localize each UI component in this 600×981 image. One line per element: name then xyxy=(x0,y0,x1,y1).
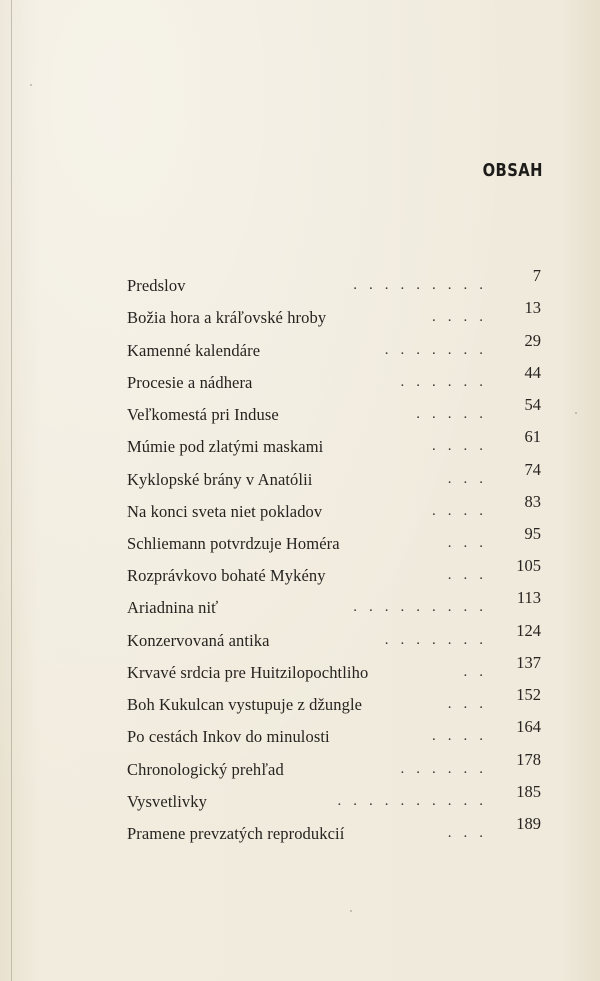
dot-leader: ... xyxy=(447,471,495,487)
toc-entry-title: Ariadnina niť xyxy=(127,598,219,617)
dot-leader: ......... xyxy=(353,277,495,293)
toc-entry-title: Kyklopské brány v Anatólii xyxy=(127,470,313,489)
toc-entry xyxy=(127,653,541,683)
toc-entry-page: 105 xyxy=(516,556,541,575)
dot-leader: ...... xyxy=(400,374,495,390)
toc-entry-page: 13 xyxy=(524,298,541,317)
dot-leader: .. xyxy=(463,664,495,680)
toc-entry-page: 189 xyxy=(516,814,541,833)
toc-entry xyxy=(127,782,541,812)
toc-entry-title: Na konci sveta niet pokladov xyxy=(127,502,323,521)
toc-entry-page: 7 xyxy=(532,266,541,285)
dot-leader: ... xyxy=(447,567,495,583)
toc-entry-title: Chronologický prehľad xyxy=(127,760,284,779)
toc-entry-page: 185 xyxy=(516,782,541,801)
toc-entry xyxy=(127,717,541,747)
toc-entry-page: 124 xyxy=(516,621,541,640)
dot-leader: ...... xyxy=(400,761,495,777)
toc-entry xyxy=(127,685,541,715)
toc-entry-title: Pramene prevzatých reprodukcií xyxy=(127,824,345,843)
toc-entry-title: Po cestách Inkov do minulosti xyxy=(127,727,330,746)
toc-entry-title: Boh Kukulcan vystupuje z džungle xyxy=(127,695,363,714)
toc-entry xyxy=(127,266,541,296)
toc-entry-page: 83 xyxy=(524,492,541,511)
page-title: OBSAH xyxy=(482,160,543,181)
toc-entry-title: Rozprávkovo bohaté Mykény xyxy=(127,566,326,585)
toc-entry-title: Krvavé srdcia pre Huitzilopochtliho xyxy=(127,663,369,682)
toc-entry xyxy=(127,524,541,554)
dot-leader: ....... xyxy=(384,342,495,358)
toc-entry xyxy=(127,460,541,490)
toc-entry xyxy=(127,298,541,328)
dot-leader: .... xyxy=(432,309,495,325)
toc-entry-title: Božia hora a kráľovské hroby xyxy=(127,308,327,327)
toc-entry-title: Konzervovaná antika xyxy=(127,631,270,650)
toc-entry-page: 61 xyxy=(524,427,541,446)
toc-entry-title: Veľkomestá pri Induse xyxy=(127,405,279,424)
toc-entry-page: 44 xyxy=(524,363,541,382)
toc-entry-page: 152 xyxy=(516,685,541,704)
toc-entry xyxy=(127,556,541,586)
toc-entry-page: 95 xyxy=(524,524,541,543)
toc-entry-title: Schliemann potvrdzuje Homéra xyxy=(127,534,340,553)
dot-leader: ......... xyxy=(353,599,495,615)
toc-entry-page: 137 xyxy=(516,653,541,672)
dot-leader: ....... xyxy=(384,632,495,648)
dot-leader: .......... xyxy=(337,793,495,809)
toc-entry-title: Múmie pod zlatými maskami xyxy=(127,437,324,456)
toc-entry-page: 164 xyxy=(516,717,541,736)
dot-leader: ... xyxy=(447,535,495,551)
toc-entry-page: 74 xyxy=(524,460,541,479)
toc-entry-title: Predslov xyxy=(127,276,186,295)
toc-entry xyxy=(127,492,541,522)
toc-entry-title: Kamenné kalendáre xyxy=(127,341,261,360)
toc-entry xyxy=(127,331,541,361)
toc-entry-title: Procesie a nádhera xyxy=(127,373,253,392)
toc-entry xyxy=(127,750,541,780)
dot-leader: .... xyxy=(432,503,495,519)
toc-entry xyxy=(127,588,541,618)
toc-entry-page: 178 xyxy=(516,750,541,769)
toc-entry xyxy=(127,363,541,393)
toc-entry-page: 29 xyxy=(524,331,541,350)
toc-entry xyxy=(127,621,541,651)
dot-leader: .... xyxy=(432,438,495,454)
toc-entry-page: 113 xyxy=(516,588,541,607)
toc-entry xyxy=(127,814,541,844)
dot-leader: ... xyxy=(447,696,495,712)
dot-leader: ... xyxy=(447,825,495,841)
toc-entry xyxy=(127,427,541,457)
dot-leader: .... xyxy=(432,728,495,744)
toc-entry xyxy=(127,395,541,425)
toc-entry-title: Vysvetlivky xyxy=(127,792,207,811)
dot-leader: ..... xyxy=(416,406,495,422)
toc-entry-page: 54 xyxy=(524,395,541,414)
